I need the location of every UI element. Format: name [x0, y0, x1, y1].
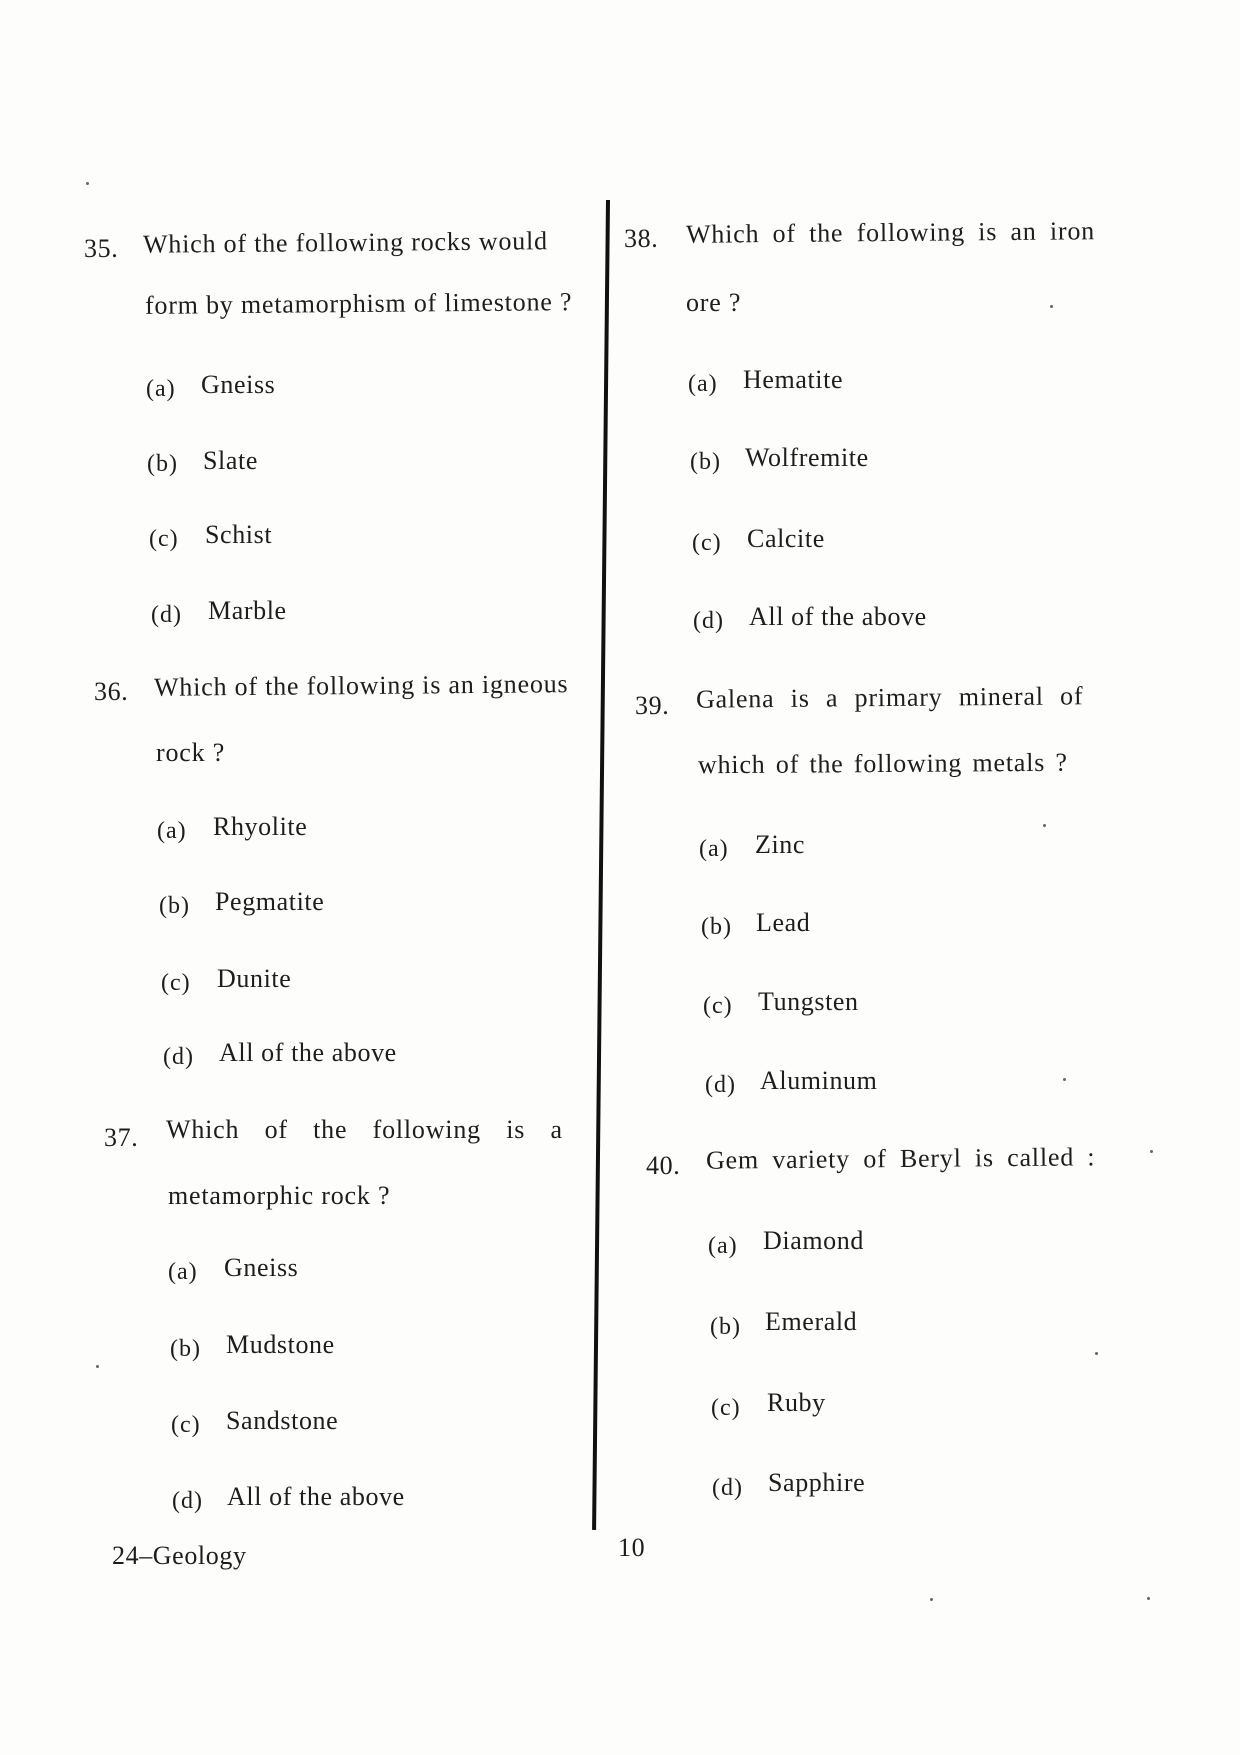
option-label: (d): [172, 1488, 203, 1514]
scan-speck: [1095, 1352, 1098, 1355]
option-text: Diamond: [763, 1226, 864, 1255]
option-text: Wolfremite: [745, 443, 869, 472]
option-text: Sandstone: [226, 1406, 339, 1435]
question-text-line: metamorphic rock ?: [168, 1181, 391, 1210]
option-label: (b): [170, 1336, 201, 1362]
option-text: All of the above: [219, 1038, 397, 1067]
question-number: 40.: [646, 1151, 681, 1180]
option-text: All of the above: [749, 602, 927, 631]
option-label: (a): [699, 836, 729, 862]
question-text-line: Which of the following is a: [166, 1115, 563, 1144]
option-text: Marble: [208, 596, 287, 625]
question-text-line: Galena is a primary mineral of: [695, 681, 1084, 714]
option-label: (a): [157, 818, 187, 844]
question-text-line: Which of the following is an igneous: [153, 669, 569, 702]
option-label: (b): [159, 893, 190, 919]
option-label: (c): [161, 970, 191, 996]
option-label: (c): [711, 1395, 741, 1421]
option-text: Schist: [205, 520, 273, 549]
question-number: 36.: [94, 677, 129, 706]
scan-speck: [86, 182, 89, 185]
scan-speck: [1150, 1150, 1153, 1153]
option-text: Lead: [756, 908, 811, 937]
option-text: Calcite: [747, 524, 825, 553]
option-label: (d): [712, 1475, 743, 1501]
scan-speck: [930, 1598, 933, 1601]
option-text: Slate: [203, 446, 258, 475]
question-number: 35.: [84, 234, 119, 263]
option-text: Tungsten: [758, 987, 859, 1016]
option-label: (d): [705, 1072, 736, 1098]
option-label: (b): [701, 914, 732, 940]
option-text: Aluminum: [760, 1066, 878, 1095]
option-label: (b): [690, 449, 721, 475]
option-text: All of the above: [227, 1482, 405, 1511]
option-label: (a): [146, 376, 176, 402]
option-label: (a): [168, 1259, 198, 1285]
option-label: (b): [710, 1314, 741, 1340]
question-text-line: Gem variety of Beryl is called :: [705, 1142, 1096, 1175]
question-number: 37.: [104, 1123, 139, 1152]
question-number: 39.: [635, 691, 670, 720]
option-label: (d): [151, 602, 182, 628]
option-label: (c): [149, 526, 179, 552]
option-text: Zinc: [755, 830, 806, 859]
option-text: Gneiss: [201, 370, 276, 399]
option-label: (a): [688, 371, 718, 397]
column-divider: [592, 200, 610, 1530]
option-text: Hematite: [743, 365, 844, 394]
option-label: (d): [163, 1044, 194, 1070]
option-text: Gneiss: [224, 1253, 299, 1282]
option-text: Rhyolite: [213, 812, 308, 841]
page-number: 10: [618, 1533, 646, 1562]
option-text: Emerald: [765, 1307, 858, 1336]
scan-speck: [1063, 1078, 1066, 1081]
option-text: Mudstone: [226, 1330, 335, 1359]
question-text-line: rock ?: [156, 738, 226, 767]
scan-speck: [1147, 1597, 1150, 1600]
question-text-line: Which of the following rocks would: [142, 226, 548, 259]
subject-code: 24–Geology: [112, 1541, 247, 1570]
question-text-line: which of the following metals ?: [697, 747, 1068, 780]
option-text: Ruby: [767, 1388, 826, 1417]
option-label: (c): [692, 530, 722, 556]
option-label: (a): [708, 1233, 738, 1259]
option-label: (b): [147, 451, 178, 477]
option-label: (d): [693, 608, 724, 634]
question-text-line: form by metamorphism of limestone ?: [144, 287, 573, 320]
scan-speck: [1050, 305, 1053, 308]
option-text: Pegmatite: [215, 887, 325, 916]
scan-speck: [1043, 824, 1046, 827]
option-text: Dunite: [217, 964, 292, 993]
scan-speck: [96, 1365, 99, 1368]
option-label: (c): [171, 1412, 201, 1438]
question-text-line: ore ?: [686, 288, 742, 317]
option-label: (c): [703, 993, 733, 1019]
question-text-line: Which of the following is an iron: [685, 216, 1096, 249]
option-text: Sapphire: [768, 1468, 866, 1497]
question-number: 38.: [624, 224, 659, 253]
